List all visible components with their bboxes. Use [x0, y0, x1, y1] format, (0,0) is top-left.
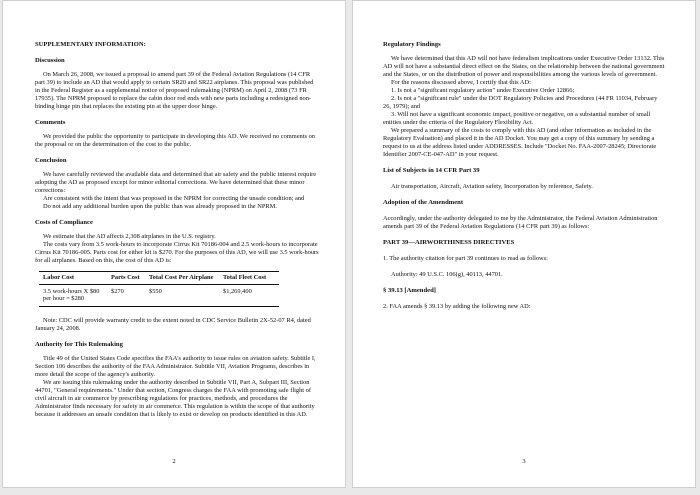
paragraph-authority-1: Title 49 of the United States Code specifies the FAA's authority to issue rules on aviation safety. Subtitle I, Section 106 describes the authority of the FAA Administrator. Subtitle VII, Aviation Programs, describes in more detail the scope of the agency's authority. [35, 354, 316, 378]
cost-table-cell-total-per-airplane: $550 [145, 284, 219, 306]
table-row [39, 284, 279, 306]
paragraph-conclusion-a: Are consistent with the intent that was proposed in the NPRM for correcting the unsafe condition; and [43, 195, 305, 202]
heading-part-39: PART 39—AIRWORTHINESS DIRECTIVES [383, 239, 515, 246]
cost-table-header-labor: Labor Cost [39, 272, 107, 285]
paragraph-conclusion: We have carefully reviewed the available data and determined that air safety and the public interest require adopting the AD as proposed except for minor editorial corrections. We have determined that these minor corrections: [35, 171, 317, 194]
paragraph-costs-2: The costs vary from 3.5 work-hours to incorporate Cirrus Kit 70186-004 and 2.5 work-hours to incorporate Cirrus Kit 70186-005. Parts cost for either kit is $270. For the purposes of this AD, we will use 3.5 work-hours for all airplanes. Based on this, the cost of this AD is: [35, 241, 319, 264]
paragraph-conclusion-b: Do not add any additional burden upon the public than was already proposed in the NPRM. [43, 203, 277, 210]
heading-authority: Authority for This Rulemaking [35, 340, 123, 348]
cost-table-header-parts: Parts Cost [107, 272, 145, 285]
heading-section-39-13: § 39.13 [Amended] [383, 287, 436, 294]
paragraph-item-2: 2. FAA amends § 39.13 by adding the following new AD: [383, 303, 531, 310]
document-page-2 [2, 0, 346, 488]
heading-discussion: Discussion [35, 57, 65, 64]
heading-comments: Comments [35, 119, 66, 126]
paragraph-adoption: Accordingly, under the authority delegated to me by the Administrator, the Federal Aviation Administration amends part 39 of the Federal Aviation Regulations (14 CFR part 39) as follows: [383, 215, 658, 230]
paragraph-regulatory-2: For the reasons discussed above, I certify that this AD: [391, 79, 531, 86]
paragraph-regulatory-6: We prepared a summary of the costs to comply with this AD (and other information as included in the Regulatory Evaluation) and placed it in the AD Docket. You may get a copy of this summary by sending a request to us at the address listed under ADDRESSES. Include "Docket No. FAA-2007-28245; Directorate Identifier 2007-CE-047-AD" in your request. [383, 127, 657, 158]
paragraph-authority-citation: Authority: 49 U.S.C. 106(g), 40113, 44701. [391, 271, 503, 278]
cost-table [39, 271, 279, 307]
cost-table-header-total-fleet: Total Fleet Cost [219, 272, 279, 285]
page-number: 2 [172, 458, 176, 465]
cost-table-header-total-per-airplane: Total Cost Per Airplane [145, 272, 219, 285]
cost-table-cell-total-fleet: $1,269,400 [219, 284, 279, 306]
paragraph-authority-2: We are issuing this rulemaking under the authority described in Subtitle VII, Part A, Subpart III, Section 44701, "General requirements." Under that section, Congress charges the FAA with promoting safe flight of civil aircraft in air commerce by prescribing regulations for practices, methods, and procedures the Administrator finds necessary for safety in air commerce. This regulation is within the scope of that authority because it addresses an unsafe condition that is likely to exist or develop on products identified in this AD. [35, 378, 315, 418]
page-3-content [383, 41, 665, 311]
paragraph-note: Note: CDC will provide warranty credit to the extent noted in CDC Service Bulletin 2X-52-07 R4, dated January 24, 2008. [35, 316, 311, 332]
paragraph-item-1: 1. The authority citation for part 39 continues to read as follows: [383, 255, 548, 262]
paragraph-regulatory-5: 3. Will not have a significant economic impact, positive or negative, on a substantial number of small entities under the criteria of the Regulatory Flexibility Act. [383, 111, 651, 126]
heading-costs-of-compliance: Costs of Compliance [35, 219, 93, 226]
paragraph-regulatory-3: 1. Is not a "significant regulatory action" under Executive Order 12866; [391, 87, 575, 94]
heading-adoption: Adoption of the Amendment [383, 199, 464, 206]
cost-table-cell-labor: 3.5 work-hours X $80 per hour = $280 [39, 284, 107, 306]
paragraph-regulatory-4: 2. Is not a "significant rule" under the DOT Regulatory Policies and Procedures (44 FR 11034, February 26, 1979); and [383, 95, 658, 110]
heading-supplementary-information: SUPPLEMENTARY INFORMATION: [35, 41, 146, 48]
heading-regulatory-findings: Regulatory Findings [383, 41, 441, 48]
page-number: 3 [522, 458, 526, 465]
heading-list-of-subjects: List of Subjects in 14 CFR Part 39 [383, 167, 480, 174]
cost-table-header-row [39, 272, 279, 285]
paragraph-discussion: On March 26, 2008, we issued a proposal to amend part 39 of the Federal Aviation Regulations (14 CFR part 39) to include an AD that would apply to certain SR20 and SR22 airplanes. This proposal was published in the Federal Register as a supplemental notice of proposed rulemaking (NPRM) on April 2, 2008 (73 FR 17935). The NPRM proposed to replace the cabin door rod ends with new parts including a redesigned non-binding hinge pin that replaces the existing pin at the upper door hinge. [35, 71, 314, 110]
cost-table-cell-parts: $270 [107, 284, 145, 306]
heading-conclusion: Conclusion [35, 157, 67, 164]
paragraph-regulatory-1: We have determined that this AD will not have federalism implications under Executive Order 13132. This AD will not have a substantial direct effect on the States, on the relationship between the national government and the States, or on the distribution of power and responsibilities among the various levels of government. [383, 55, 665, 78]
document-page-3 [352, 0, 696, 488]
paragraph-subjects: Air transportation, Aircraft, Aviation safety, Incorporation by reference, Safety. [391, 183, 593, 190]
paragraph-comments: We provided the public the opportunity to participate in developing this AD. We received no comments on the proposal or on the determination of the cost to the public. [35, 133, 315, 148]
page-2-content [35, 41, 319, 419]
paragraph-costs-1: We estimate that the AD affects 2,308 airplanes in the U.S. registry. [43, 233, 216, 240]
